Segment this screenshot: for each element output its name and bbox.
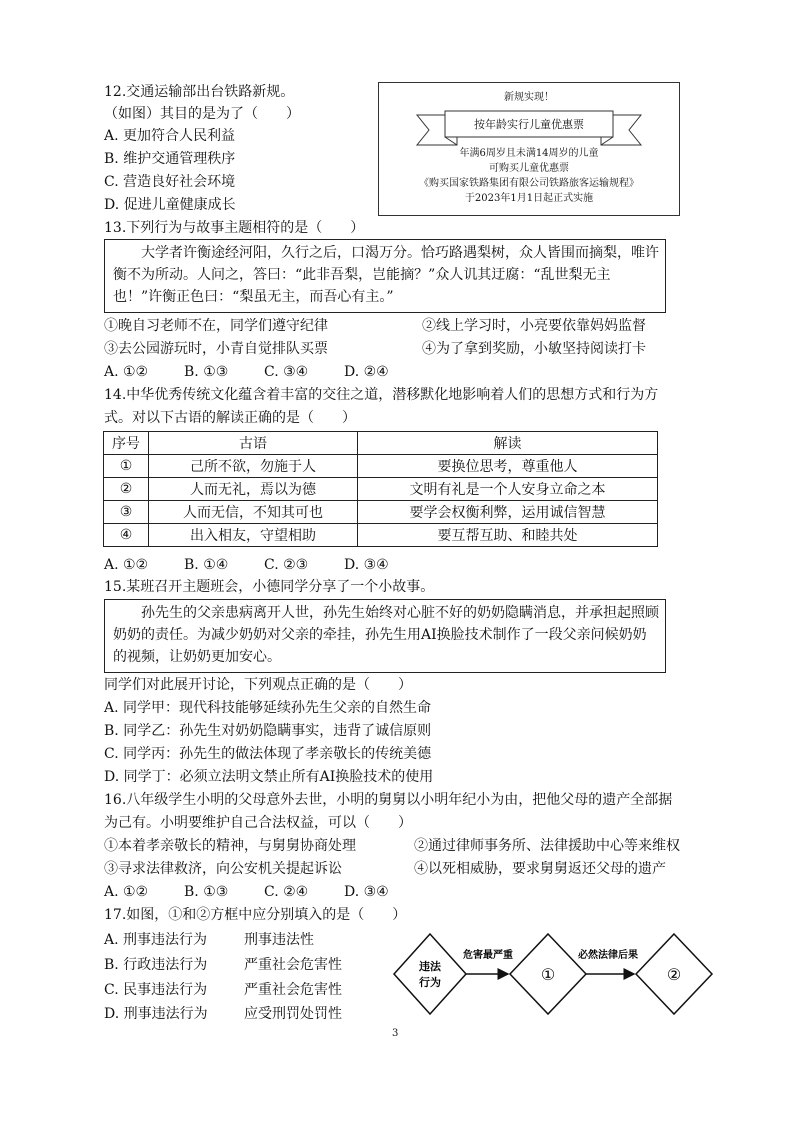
row-interpretation: 要换位思考，尊重他人 (358, 455, 658, 478)
q15-option-c: C. 同学丙：孙先生的做法体现了孝亲敬长的传统美德 (104, 746, 432, 762)
q13-item-2: ②线上学习时，小亮要依靠妈妈监督 (422, 318, 646, 334)
q14-stem-line2: 式。对以下古语的解读正确的是（ ） (104, 410, 356, 426)
q15-option-b: B. 同学乙：孙先生对奶奶隐瞒事实，违背了诚信原则 (104, 723, 432, 739)
q17-stem: 17.如图，①和②方框中应分别填入的是（ ） (104, 907, 407, 923)
q14-stem-line1: 14.中华优秀传统文化蕴含着丰富的交往之道，潜移默化地影响着人们的思想方式和行为方 (104, 387, 659, 403)
q17-option-d-second: 应受刑罚处罚性 (244, 1006, 342, 1022)
row-interpretation: 要学会权衡利弊，运用诚信智慧 (358, 501, 658, 524)
header-ancient-saying: 古语 (149, 432, 358, 455)
row-saying: 人而无礼，焉以为德 (149, 478, 358, 501)
q12-notice-figure (378, 82, 680, 216)
q17-option-a: A. 刑事违法行为 (104, 932, 208, 948)
header-interpretation: 解读 (358, 432, 658, 455)
q15-option-a: A. 同学甲：现代科技能够延续孙先生父亲的自然生命 (104, 700, 432, 716)
page-number: 3 (392, 1028, 399, 1039)
q12-option-a: A. 更加符合人民利益 (104, 128, 236, 144)
diamond-start-label-2: 行为 (419, 976, 441, 989)
row-saying: 己所不欲，勿施于人 (149, 455, 358, 478)
arrow-2-label: 必然法律后果 (578, 950, 638, 961)
row-index: ④ (104, 524, 149, 547)
q16-stem-line2: 为己有。小明要维护自己合法权益，可以（ ） (104, 815, 412, 831)
q15-ask: 同学们对此展开讨论，下列观点正确的是（ ） (104, 677, 412, 693)
table-row (104, 501, 658, 524)
diamond-start-label-1: 违法 (419, 960, 441, 973)
q17-option-d: D. 刑事违法行为 (104, 1006, 208, 1022)
q13-item-3: ③去公园游玩时，小青自觉排队买票 (104, 341, 328, 357)
q13-story: 大学者许衡途经河阳，久行之后，口渴万分。恰巧路遇梨树，众人皆围而摘梨，唯许衡不为所动。人问之，答曰：“此非吾梨，岂能摘？”众人讥其迂腐：“乱世梨无主也！”许衡正色曰：“梨虽无主，而吾心有主。” (113, 245, 659, 305)
q14-answer-c: C. ②③ (264, 557, 309, 573)
table-row (104, 478, 658, 501)
q13-story-box (104, 239, 666, 313)
q12-option-c: C. 营造良好社会环境 (104, 174, 236, 190)
q16-stem-line1: 16.八年级学生小明的父母意外去世，小明的舅舅以小明年纪小为由，把他父母的遗产全部据 (104, 792, 673, 808)
header-index: 序号 (104, 432, 149, 455)
q12-option-b: B. 维护交通管理秩序 (104, 151, 236, 167)
diamond-start (394, 934, 466, 1014)
notice-line-2: 可购买儿童优惠票 (489, 163, 569, 174)
row-index: ③ (104, 501, 149, 524)
notice-heading: 新规实现！ (504, 92, 554, 103)
q12-stem-line2: （如图）其目的是为了（ ） (104, 106, 300, 122)
row-index: ① (104, 455, 149, 478)
table-row (104, 455, 658, 478)
row-index: ② (104, 478, 149, 501)
table-row (104, 524, 658, 547)
notice-line-4: 于2023年1月1日起正式实施 (464, 193, 594, 204)
q16-answer-b: B. ①③ (184, 884, 229, 900)
q17-option-c-second: 严重社会危害性 (244, 982, 342, 998)
q13-stem: 13.下列行为与故事主题相符的是（ ） (104, 220, 365, 236)
diamond-box-1-label: ① (540, 965, 556, 984)
q15-story-box (104, 599, 666, 673)
row-saying: 人而无信，不知其可也 (149, 501, 358, 524)
table-header-row (104, 432, 658, 455)
q16-answer-d: D. ③④ (344, 884, 389, 900)
q17-option-b-second: 严重社会危害性 (244, 957, 342, 973)
q17-flow-diagram (390, 930, 720, 1020)
q14-answer-a: A. ①② (104, 557, 149, 573)
notice-line-3: 《购买国家铁路集团有限公司铁路旅客运输规程》 (419, 178, 639, 189)
q14-answer-b: B. ①④ (184, 557, 229, 573)
row-interpretation: 文明有礼是一个人安身立命之本 (358, 478, 658, 501)
row-interpretation: 要互帮互助、和睦共处 (358, 524, 658, 547)
q13-answer-d: D. ②④ (344, 364, 389, 380)
notice-line-1: 年满6周岁且未满14周岁的儿童 (459, 148, 599, 159)
q13-answer-c: C. ③④ (264, 364, 309, 380)
q15-stem: 15.某班召开主题班会，小德同学分享了一个小故事。 (104, 579, 435, 595)
q15-option-d: D. 同学丁：必须立法明文禁止所有AI换脸技术的使用 (104, 769, 434, 785)
q13-answer-b: B. ①③ (184, 364, 229, 380)
q16-item-1: ①本着孝亲敬长的精神，与舅舅协商处理 (104, 838, 356, 854)
q17-option-b: B. 行政违法行为 (104, 957, 208, 973)
q13-item-1: ①晚自习老师不在，同学们遵守纪律 (104, 318, 328, 334)
row-saying: 出入相友，守望相助 (149, 524, 358, 547)
q12-option-d: D. 促进儿童健康成长 (104, 197, 236, 213)
q15-story: 孙先生的父亲患病离开人世，孙先生始终对心脏不好的奶奶隐瞒消息，并承担起照顾奶奶的责任。为减少奶奶对父亲的牵挂，孙先生用AI换脸技术制作了一段父亲问候奶奶的视频，让奶奶更加安心。 (113, 605, 659, 665)
q16-answer-a: A. ①② (104, 884, 149, 900)
diamond-box-2-label: ② (666, 965, 682, 984)
notice-banner: 按年龄实行儿童优惠票 (474, 118, 584, 131)
arrow-1-label: 危害最严重 (463, 950, 513, 961)
q16-item-3: ③寻求法律救济，向公安机关提起诉讼 (104, 861, 342, 877)
q16-answer-c: C. ②④ (264, 884, 309, 900)
q17-option-a-second: 刑事违法性 (244, 932, 314, 948)
q16-item-4: ④以死相威胁，要求舅舅返还父母的遗产 (414, 861, 666, 877)
q14-table (103, 431, 658, 547)
q16-item-2: ②通过律师事务所、法律援助中心等来维权 (414, 838, 680, 854)
q12-stem-line1: 12.交通运输部出台铁路新规。 (104, 84, 295, 100)
q17-option-c: C. 民事违法行为 (104, 982, 208, 998)
q13-answer-a: A. ①② (104, 364, 149, 380)
q13-item-4: ④为了拿到奖励，小敏坚持阅读打卡 (422, 341, 646, 357)
q14-answer-d: D. ③④ (344, 557, 389, 573)
